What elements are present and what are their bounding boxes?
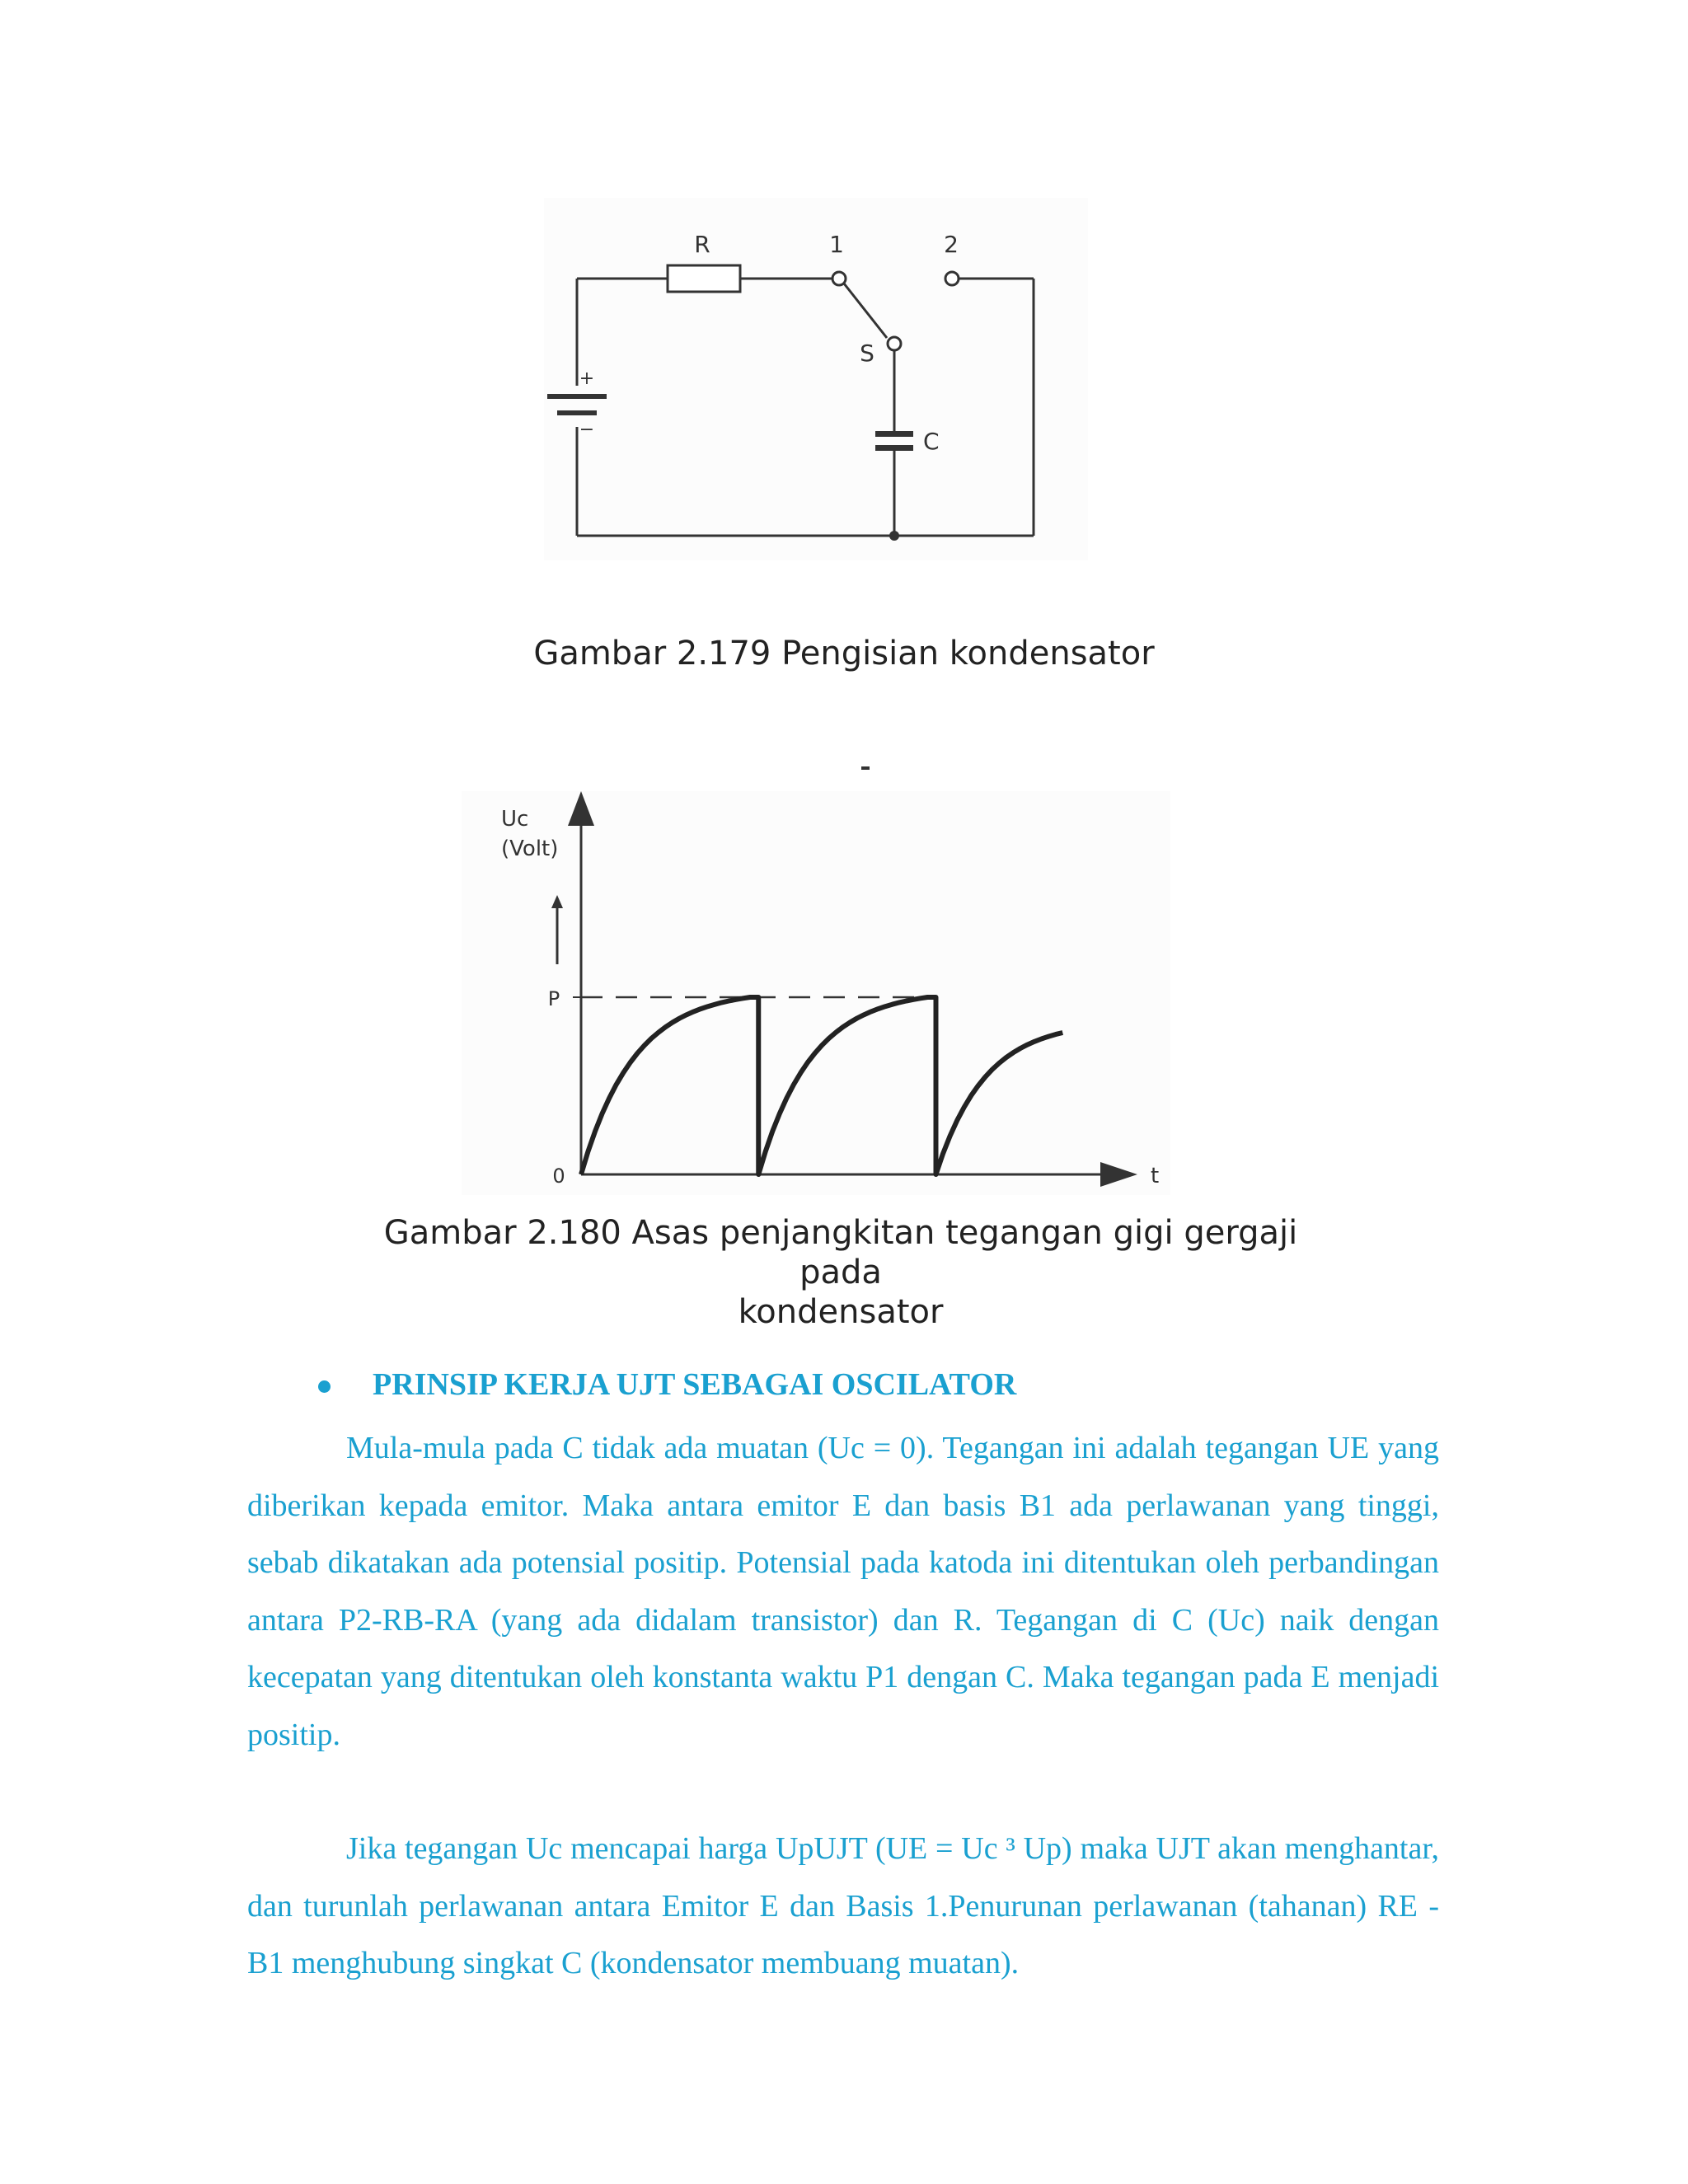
paragraph-2-text: Jika tegangan Uc mencapai harga UpUJT (UE = Uc ³ Up) maka UJT akan menghantar, dan turunlah perlawanan antara Emitor E dan Basis 1.Penurunan perlawanan (tahanan) RE - B1 menghubung singkat C (kondensator membuang muatan). (247, 1831, 1439, 1980)
capacitor-plate-bottom (875, 445, 913, 451)
switch-label: S (860, 340, 874, 367)
contact-1 (832, 272, 846, 285)
junction-dot (889, 531, 899, 541)
paragraph-1-text: Mula-mula pada C tidak ada muatan (Uc = 0). Tegangan ini adalah tegangan UE yang diberikan kepada emitor. Maka antara emitor E dan basis B1 ada perlawanan yang tinggi, sebab dikatakan ada potensial positip. Potensial pada katoda ini ditentukan oleh perbandingan antara P2-RB-RA (yang ada didalam transistor) dan R. Tegangan di C (Uc) naik dengan kecepatan yang ditentukan oleh konstanta waktu P1 dengan C. Maka tegangan pada E menjadi positip. (247, 1431, 1439, 1752)
stray-mark (861, 766, 870, 770)
contact-1-label: 1 (829, 231, 844, 258)
figure-caption-1: Gambar 2.179 Pengisian kondensator (533, 635, 1155, 673)
capacitor-label: C (923, 428, 940, 455)
sawtooth-chart (462, 758, 1187, 1195)
ylabel-line-1: Uc (501, 807, 529, 832)
battery-plate-short (557, 410, 597, 415)
origin-label: 0 (552, 1165, 565, 1188)
bullet-dot (318, 1380, 331, 1393)
ylabel-line-2: (Volt) (501, 837, 559, 861)
peak-label: P (547, 987, 560, 1010)
paragraph-2 (247, 1821, 1439, 1993)
contact-2 (945, 272, 959, 285)
section-heading: PRINSIP KERJA UJT SEBAGAI OSCILATOR (373, 1367, 1017, 1402)
circuit-background (544, 198, 1088, 560)
figure-caption-2-line-1: Gambar 2.180 Asas penjangkitan tegangan gigi gergaji pada (383, 1214, 1298, 1291)
x-axis-label: t (1151, 1164, 1160, 1188)
chart-background (462, 791, 1170, 1195)
resistor-label: R (694, 231, 710, 258)
figure-caption-2 (363, 1213, 1319, 1332)
contact-2-label: 2 (944, 231, 959, 258)
charging-circuit-diagram (528, 198, 1104, 560)
resistor-symbol (668, 265, 740, 292)
battery-minus-label: − (579, 419, 595, 440)
paragraph-1 (247, 1420, 1439, 1764)
figure-caption-2-line-2: kondensator (738, 1293, 944, 1331)
switch-pivot (888, 337, 901, 350)
capacitor-plate-top (875, 431, 913, 437)
battery-plate-long (547, 394, 607, 399)
battery-plus-label: + (579, 368, 595, 389)
